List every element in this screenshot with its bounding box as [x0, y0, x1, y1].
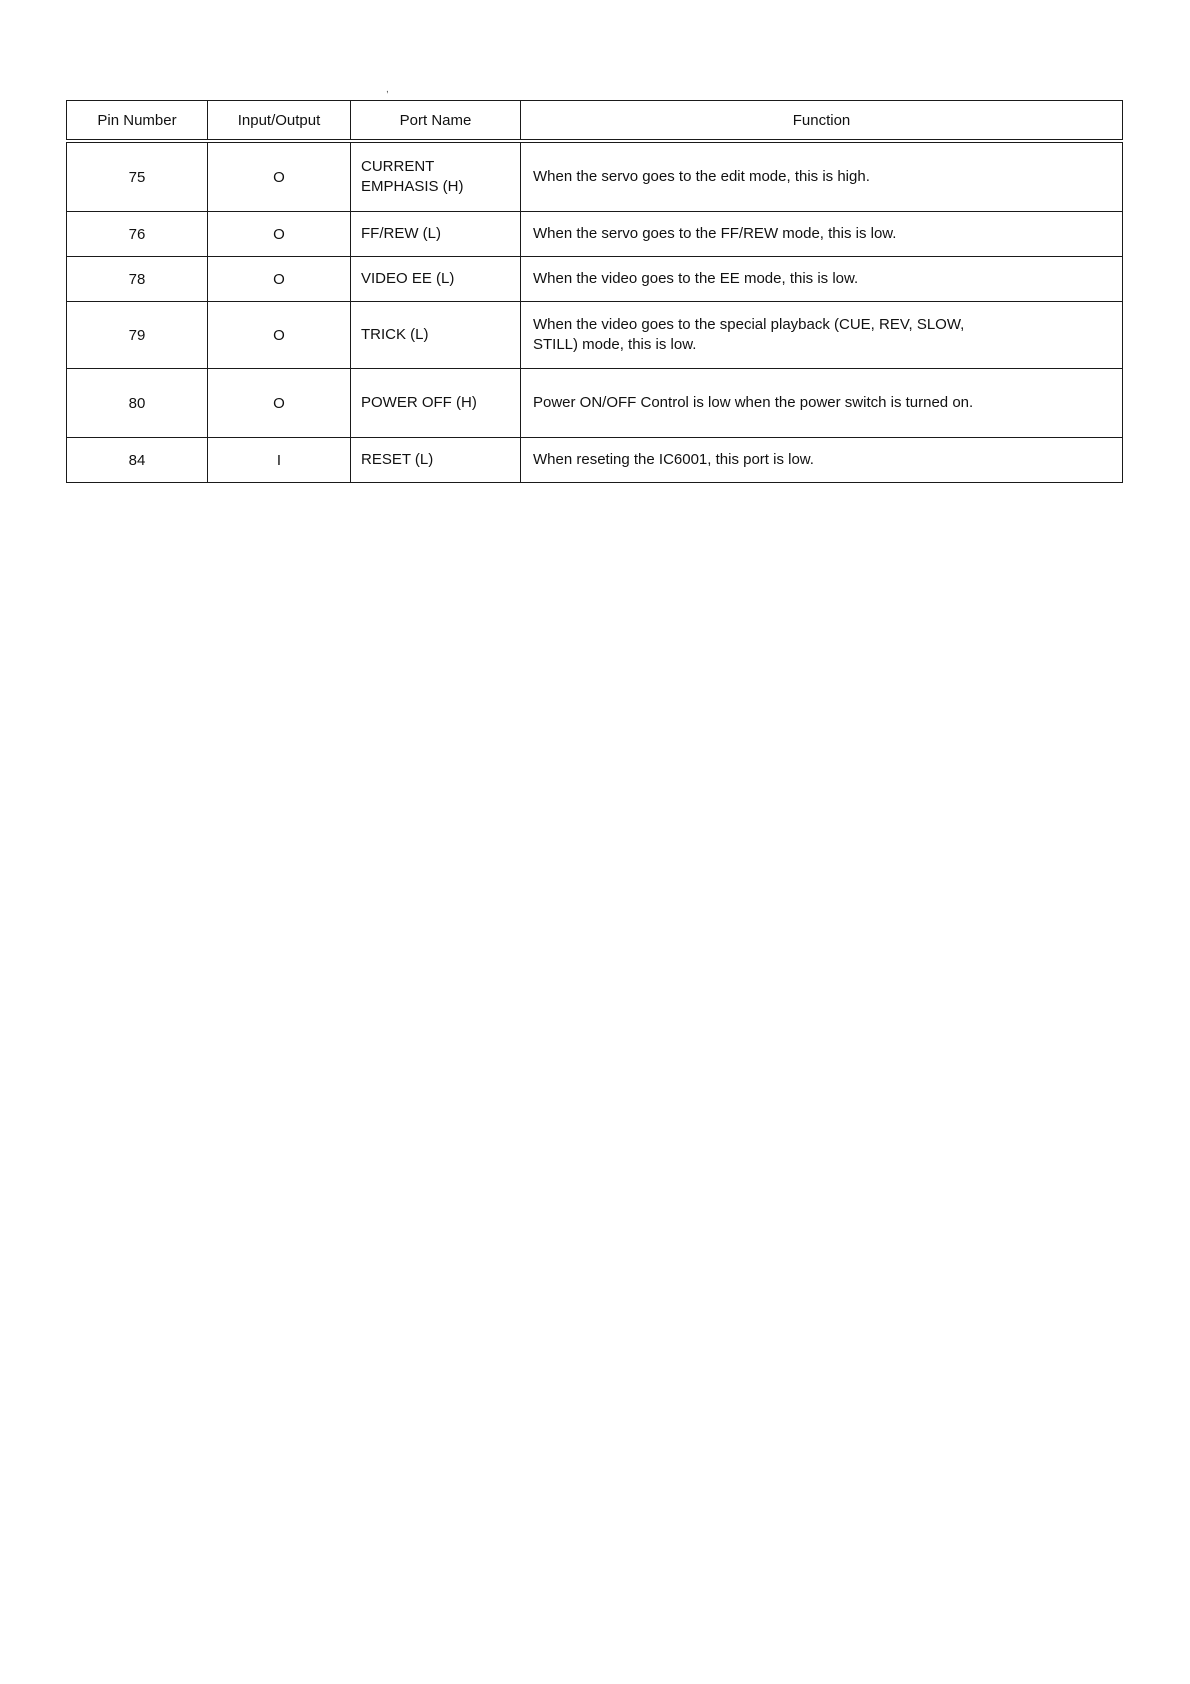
pin-number-cell: 80 — [67, 369, 208, 438]
table-row — [67, 257, 1123, 302]
port-name-cell: FF/REW (L) — [351, 212, 521, 257]
io-cell: O — [208, 369, 351, 438]
port-name-cell: POWER OFF (H) — [351, 369, 521, 438]
function-line: When the video goes to the special playback (CUE, REV, SLOW, — [533, 316, 965, 333]
table-row — [67, 438, 1123, 483]
scan-mark: , — [386, 84, 389, 95]
port-name-line: EMPHASIS (H) — [361, 178, 464, 195]
pin-number-cell: 78 — [67, 257, 208, 302]
function-cell: When the servo goes to the FF/REW mode, this is low. — [521, 212, 1123, 257]
table-row — [67, 302, 1123, 369]
port-name-cell — [351, 141, 521, 212]
io-cell: O — [208, 302, 351, 369]
port-name-cell: TRICK (L) — [351, 302, 521, 369]
function-cell: When the video goes to the EE mode, this is low. — [521, 257, 1123, 302]
header-function: Function — [521, 101, 1123, 142]
pin-number-cell: 75 — [67, 141, 208, 212]
io-cell: I — [208, 438, 351, 483]
pin-function-table — [66, 100, 1123, 483]
port-name-line: CURRENT — [361, 158, 435, 175]
function-line: STILL) mode, this is low. — [533, 336, 697, 353]
header-input-output: Input/Output — [208, 101, 351, 142]
pin-number-cell: 76 — [67, 212, 208, 257]
header-pin-number: Pin Number — [67, 101, 208, 142]
port-name-cell: RESET (L) — [351, 438, 521, 483]
io-cell: O — [208, 212, 351, 257]
function-cell: When the servo goes to the edit mode, this is high. — [521, 141, 1123, 212]
function-cell: When reseting the IC6001, this port is low. — [521, 438, 1123, 483]
function-cell — [521, 302, 1123, 369]
pin-number-cell: 79 — [67, 302, 208, 369]
table-row — [67, 369, 1123, 438]
pin-number-cell: 84 — [67, 438, 208, 483]
io-cell: O — [208, 141, 351, 212]
table-header-row — [67, 101, 1123, 142]
table-row — [67, 141, 1123, 212]
port-name-cell: VIDEO EE (L) — [351, 257, 521, 302]
function-cell: Power ON/OFF Control is low when the power switch is turned on. — [521, 369, 1123, 438]
io-cell: O — [208, 257, 351, 302]
header-port-name: Port Name — [351, 101, 521, 142]
table-row — [67, 212, 1123, 257]
